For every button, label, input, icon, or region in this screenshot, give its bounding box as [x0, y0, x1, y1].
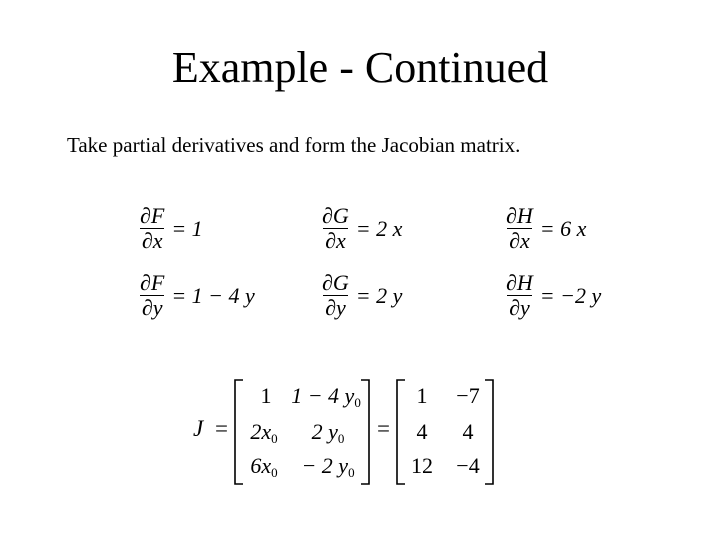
- jacobian-numeric-cell: 4: [416, 419, 428, 444]
- jacobian-cell: 2 $y_0$: [311, 419, 345, 446]
- jacobian-cell: 1: [260, 383, 272, 408]
- partial-G-x: $\frac{\partial G}{\partial x}$ = 2 x: [322, 203, 403, 253]
- partial-F-y-value: = 1 − 4 y: [171, 282, 255, 308]
- jacobian-numeric-cell: 12: [411, 453, 433, 478]
- partial-G-y-value: = 2 y: [355, 282, 403, 308]
- slide-title: Example - Continued: [171, 43, 549, 92]
- jacobian-numeric-cell: −4: [456, 453, 480, 478]
- partial-F-y: $\frac{\partial F}{\partial y}$ = 1 − 4 y: [140, 270, 255, 320]
- partial-H-y: $\frac{\partial H}{\partial y}$ = −2 y: [506, 270, 602, 320]
- jacobian-cell: $2x_0$: [250, 419, 278, 446]
- slide-subtitle: Take partial derivatives and form the Jacobian matrix.: [67, 133, 521, 157]
- jacobian-cell: − 2 $y_0$: [301, 453, 355, 480]
- partial-G-y: $\frac{\partial G}{\partial y}$ = 2 y: [322, 270, 403, 320]
- jacobian-numeric-cell: 4: [462, 419, 474, 444]
- jacobian-equals-numeric: =: [377, 416, 390, 441]
- jacobian-numeric-cell: 1: [416, 383, 428, 408]
- jacobian-numeric-cell: −7: [456, 383, 480, 408]
- partial-H-x: $\frac{\partial H}{\partial x}$ = 6 x: [506, 203, 587, 253]
- jacobian-cell: $6x_0$: [250, 453, 278, 480]
- partial-F-x-value: = 1: [171, 215, 203, 241]
- partial-H-x-value: = 6 x: [539, 215, 587, 241]
- partial-G-x-value: = 2 x: [355, 215, 403, 241]
- jacobian-symbol: J: [193, 416, 204, 441]
- partial-F-x: $\frac{\partial F}{\partial x}$ = 1: [140, 203, 203, 253]
- jacobian-cell: 1 − 4 $y_0$: [291, 383, 361, 410]
- jacobian-equals: =: [215, 416, 228, 441]
- partial-H-y-value: = −2 y: [539, 282, 602, 308]
